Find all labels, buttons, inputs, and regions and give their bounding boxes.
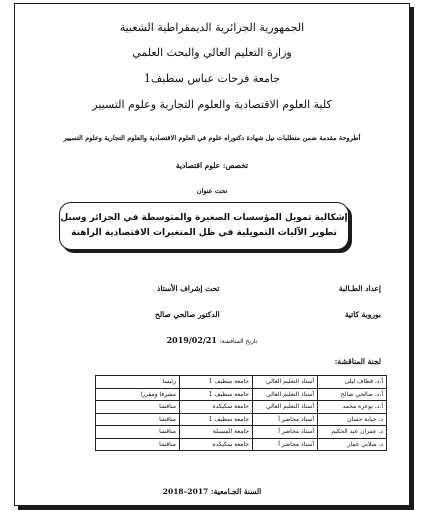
ministry-line: وزارة التعليم العالي والبحث العلمي (132, 46, 292, 59)
academic-year-value: 2018–2017 (162, 487, 209, 496)
member-name: د. شلابي عمار (318, 438, 387, 451)
member-role: رئيسا (96, 376, 180, 389)
member-name: د. عمران عبد الحكيم (318, 426, 387, 439)
member-role: مناقشا (96, 401, 180, 414)
member-rank: أستاذ التعليم العالي (253, 376, 318, 389)
committee-row (96, 401, 387, 414)
member-name: أ.د. بوعزة محمد (318, 401, 387, 414)
committee-row (96, 413, 387, 426)
defense-date-label: تاريخ المناقشة: (219, 338, 258, 345)
student-label: إعداد الطـالبة (338, 284, 381, 293)
member-rank: أستاذ محاضر أ (253, 413, 318, 426)
thesis-title-line-2: تطوير الآليات التمويلية في ظل المتغيرات الاقتصادية الراهنة (71, 228, 337, 238)
committee-table (95, 375, 387, 451)
member-rank: أستاذ التعليم العالي (253, 388, 318, 401)
university-line: جامعة فرحات عباس سطيف1 (143, 72, 281, 85)
member-rank: أستاذ محاضر أ (253, 438, 318, 451)
title-page-frame (14, 3, 410, 506)
member-university: جامعة سطيف 1 (180, 376, 253, 389)
submission-line: أطروحة مقدمة ضمن متطلبات نيل شهادة دكتوراه علوم في العلوم الاقتصادية والعلوم التجارية وعلوم التسيير (63, 134, 361, 142)
supervisor-label: تحت إشراف الأستاذ (157, 284, 220, 293)
member-name: أ.د. قطاف ليلى (318, 376, 387, 389)
faculty-line: كلية العلوم الاقتصادية والعلوم التجارية وعلوم التسيير (92, 98, 332, 111)
committee-row (96, 376, 387, 389)
academic-year (15, 487, 409, 496)
thesis-title-box (59, 202, 349, 250)
thesis-title-line-1: إشكالية تمويل المؤسسات الصغيرة والمتوسطة في الجزائر وسبل (60, 213, 348, 223)
committee-label: لجنة المناقشة: (334, 357, 381, 366)
supervisor-name: الدكتور صالحي صالح (155, 310, 220, 319)
defense-date (15, 335, 409, 345)
committee-row (96, 426, 387, 439)
member-name: د. جبابة حسان (318, 413, 387, 426)
member-university: جامعة سطيف 1 (180, 413, 253, 426)
member-role: مناقشا (96, 413, 180, 426)
member-university: جامعة المسيلة (180, 426, 253, 439)
title-intro: تحت عنوان (196, 187, 228, 195)
member-university: جامعة سكيكدة (180, 401, 253, 414)
member-role: مشرفا ومقررا (96, 388, 180, 401)
academic-year-label: السنة الجـامعية: (210, 487, 262, 496)
specialization-line: تخصص: علوم اقتصادية (175, 161, 249, 170)
member-rank: أستاذ التعليم العالي (253, 401, 318, 414)
member-university: جامعة سطيف 1 (180, 388, 253, 401)
student-name: بوروبة كاتية (344, 310, 381, 319)
member-rank: أستاذ محاضر أ (253, 426, 318, 439)
committee-row (96, 388, 387, 401)
republic-line: الجمهورية الجزائرية الديمقراطية الشعبية (119, 21, 305, 34)
member-name: أ.د. صالحي صالح (318, 388, 387, 401)
defense-date-value: 2019/02/21 (166, 335, 217, 345)
member-university: جامعة سكيكدة (180, 438, 253, 451)
committee-row (96, 438, 387, 451)
member-role: مناقشا (96, 438, 180, 451)
member-role: مناقشا (96, 426, 180, 439)
